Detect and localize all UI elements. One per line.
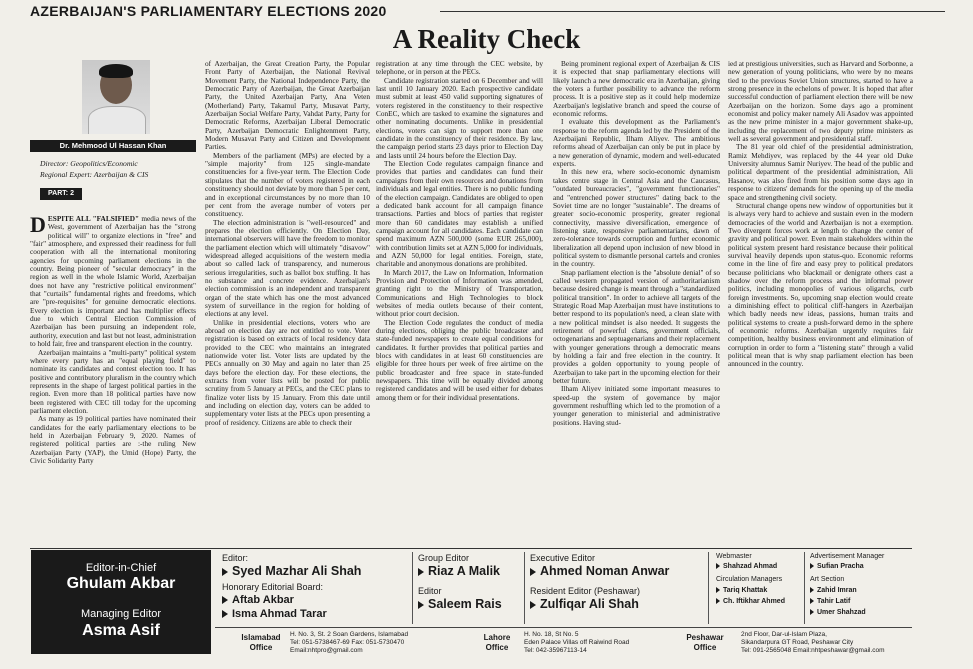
- arrow-icon: [418, 601, 424, 609]
- hon-board-label: Honorary Editorial Board:: [222, 582, 324, 592]
- office-name-line: Office: [249, 643, 273, 652]
- art-name-text: Tahir Latif: [817, 598, 851, 605]
- paragraph: As many as 19 political parties have nominated their candidates for the early parliamentary elections to be held in Azerbaijan February 9, 2020. Names of registered political parties are :-the ruling New Azerbaijan Party (YAP), the Umid (Hope) Party, the Civic Solidarity Party: [30, 414, 196, 465]
- paragraph: The election administration is "well-resourced" and prepares the election efficiently. On Election Day, international observers will have the freedom to monitor the parliament election which will ultimately "disavow" widespread alleged acquisitions of the western media about so called lack of transparency, and numerous serious irregularities, such as ballot box stuffing. It has no substance and concrete evidence. Azerbaijan's election commission is an independent and transparent organ of the state which has one the most advanced system of surveillance in the region for holding of elections at any level.: [205, 217, 370, 319]
- paragraph: The Election Code regulates the conduct of media during elections, obliging the public broadcaster and state-funded newspapers to create equal conditions for candidates. It further provides that political parties and blocs with candidates in at least 60 constituencies are eligible for three hours per week of free airtime on the public broadcaster and free space in state-funded newspapers. This time will be equally divided among registered candidates and will be used either for debates among them or for their individual presentations.: [376, 317, 543, 402]
- circulation-name-text: Ch. Iftikhar Ahmed: [723, 598, 785, 605]
- paragraph: media news of the West, government of Azerbaijan has the "strong political will" to organize elections in "free" and "fair" atmosphere, and expressed their readiness for full cooperation with all the international monitoring agencies for upcoming parliament elections in the country. Being pioneer of "secular democracy" in the region as well in the whole Islamic World, Azerbaijan does not have any "restrictive political environment" that "curtails" fundamental rights and freedoms, which are "pre-requisites" for genuine democratic elections. Every election is important and has multiplier effects due to which Central Election Commission of Azerbaijan has been pursuing an independent role, authority, execution and last but not least, administration to hold fair, free and transparent election in the country.: [30, 215, 196, 349]
- arrow-icon: [716, 598, 720, 604]
- art-label: Art Section: [810, 576, 845, 583]
- hon-board-member: [222, 594, 294, 606]
- art-name-text: Umer Shahzad: [817, 609, 866, 616]
- article-column-1: [30, 215, 196, 544]
- circulation-name: [716, 598, 785, 605]
- office-name-lahore: [477, 633, 517, 653]
- author-photo: [82, 60, 150, 134]
- office-address-line: H. No. 3, St. 2 Soan Gardens, Islamabad: [290, 631, 409, 638]
- editor-in-chief-box: [31, 550, 211, 654]
- circulation-name: [716, 587, 767, 594]
- author-name: Dr. Mehmood Ul Hassan Khan: [30, 140, 196, 152]
- footer-separator: [708, 552, 709, 624]
- office-name-peshawar: [680, 633, 730, 653]
- top-bar: [0, 0, 973, 24]
- ad-manager-name-text: Sufian Pracha: [817, 563, 864, 570]
- group-editor-name: [418, 564, 500, 578]
- office-address-peshawar: [741, 631, 911, 655]
- ad-manager-name: [810, 563, 864, 570]
- group-editor-label: Group Editor: [418, 553, 470, 563]
- arrow-icon: [716, 563, 720, 569]
- office-address-line: Tel: 042-35967113-14: [524, 647, 587, 654]
- hon-board-member: [222, 608, 327, 620]
- paragraph: I evaluate this development as the Parliament's response to the reform agenda led by the President of the Azerbaijani Republic, Ilham Aliyev. The ambitious reforms ahead of Azerbaijan can only be put in place by a new generation of dynamic, modern and well-educated experts.: [553, 117, 720, 169]
- footer-separator: [804, 552, 805, 624]
- offices-divider: [215, 627, 912, 628]
- office-address-line: Tel: 091-2565048 Email:nhtpeshawar@gmail.com: [741, 647, 885, 654]
- circulation-label: Circulation Managers: [716, 576, 783, 583]
- paragraph: The 81 year old chief of the presidential administration, Ramiz Mehdiyev, was replaced by the 44 year old Duke University alumnus Samir Nuriyev. The head of the public and political department of the presidential administration, Ali Hasanov, was also fired from his position some days ago in response to citizens' demands for the opening up of the media space and strengthening civil society.: [728, 142, 913, 202]
- paragraph: Candidate registration started on 6 December and will last until 10 January 2020. Each prospective candidate must submit at least 450 valid supporting signatures of voters registered in the constituency to their respective ConEC, which are tasked to examine the signatures and other nominating documents. Unlike in presidential elections, voters can sign to support more than one candidate in the constituency of their residence. By law, the campaign period starts 23 days prior to Election Day and lasts until 24 hours before the Election Day.: [376, 75, 543, 160]
- footer-separator: [412, 552, 413, 624]
- paragraph: of Azerbaijan, the Great Creation Party, the Popular Front Party of Azerbaijan, the National Revival Movement Party, the National Independence Party, the Democratic Party of Azerbaijan, the Great Azerbaijan Party, the United Azerbaijan Party, Ana Veten (Motherland) Party, Takamul Party, Musavat Party, Azerbaijan Social Welfare Party, Vahdat Party, Party for Democratic Reforms, Azerbaijan Liberal Democratic Party, Azerbaijan Democratic Enlightenment Party, Modern Musavat Party and Citizen and Development Parties.: [205, 60, 370, 152]
- headline: A Reality Check: [392, 24, 581, 54]
- paragraph: registration at any time through the CEC website, by telephone, or in person at the PECs.: [376, 60, 543, 77]
- office-name-line: Islamabad: [241, 633, 281, 642]
- group-editor-name-text: Riaz A Malik: [428, 564, 501, 578]
- paragraph: ied at prestigious universities, such as Harvard and Sorbonne, a new generation of young politicians, who were by no means tied to the previous Soviet Union structures, started to have a strong presence in the echelons of power. It is hoped that after successful conduction of parliament election there will be new Azerbaijan on the horizon. Some days ago a prominent economist and policy maker namely Ali Asadov was appointed as the new prime minister in a major government shake-up, including the replacement of two deputy prime ministers as well as several government and presidential staff.: [728, 60, 913, 144]
- webmaster-label: Webmaster: [716, 553, 752, 560]
- office-name-line: Office: [485, 643, 509, 652]
- author-role: [40, 158, 196, 180]
- office-address-lahore: [524, 631, 672, 655]
- arrow-icon: [810, 587, 814, 593]
- art-name: [810, 598, 850, 605]
- author-role-line2: Regional Expert: Azerbaijan & CIS: [40, 170, 149, 179]
- paragraph: Members of the parliament (MPs) are elected by a "simple majority" from 125 single-mandate constituencies for a five-year term. The Election Code stipulates that the number of voters registered in each constituency should not deviate by more than 5 per cent, and in exceptional circumstances by no more than 10 per cent from the average number of voters per constituency.: [205, 150, 370, 219]
- editor2-name-text: Saleem Rais: [428, 597, 502, 611]
- editor-name-text: Syed Mazhar Ali Shah: [232, 564, 362, 578]
- webmaster-name-text: Shahzad Ahmad: [723, 563, 778, 570]
- author-portrait-hair: [99, 64, 133, 78]
- paragraph: Ilham Aliyev initiated some important measures to speed-up the system of governance by major government reshuffling which led to the promotion of a younger generation to ministerial and administrative positions. Having stud-: [553, 384, 720, 427]
- arrow-icon: [222, 568, 228, 576]
- article-column-4: [553, 60, 720, 544]
- office-name-line: Office: [693, 643, 717, 652]
- arrow-icon: [222, 596, 228, 604]
- author-box: [30, 58, 196, 212]
- exec-editor-label: Executive Editor: [530, 553, 596, 563]
- arrow-icon: [810, 609, 814, 615]
- hon-board-member-text: Aftab Akbar: [232, 594, 294, 606]
- office-address-line: H. No. 18, St No. 5: [524, 631, 579, 638]
- me-name: Asma Asif: [82, 622, 160, 639]
- office-address-line: Email:nhtpro@gmail.com: [290, 647, 363, 654]
- paragraph: Azerbaijan maintains a "multi-party" political system where every party has an "equal playing field" to nominate its candidates and contest election too. It has positive and contributory pluralism in the country which represents in the shape of largest political parties in the region. Even more than 18 political parties have now been registered with CEC till today for the upcoming parliament election.: [30, 347, 196, 415]
- lead-caps: ESPITE ALL "FALSIFIED": [47, 215, 140, 223]
- section-title: AZERBAIJAN'S PARLIAMENTARY ELECTIONS 2020: [30, 3, 387, 19]
- editor2-label: Editor: [418, 586, 442, 596]
- eic-label: Editor-in-Chief: [85, 562, 157, 574]
- arrow-icon: [530, 568, 536, 576]
- resident-editor-name: [530, 597, 639, 611]
- paragraph: Unlike in presidential elections, voters who are abroad on election day are not entitled to vote. Voter registration is based on extracts of local residency data provided to the CEC who maintains an integrated nationwide voter list. Voter lists are updated by the PECs annually on 30 May and again no later than 25 days before the election day. For these elections, the extracts from voter lists will be posted for public scrutiny from 5 January at PECs, and the CEC plans to finalize voter lists by 15 January. From this date until and including on election day, voters can be added to supplementary voter lists at the PECs upon presenting a proof of residency. Citizens are able to check their: [205, 317, 370, 427]
- footer-separator: [524, 552, 525, 624]
- author-role-line1: Director: Geopolitics/Economic: [40, 159, 138, 168]
- hon-board-member-text: Isma Ahmad Tarar: [232, 608, 327, 620]
- webmaster-name: [716, 563, 777, 570]
- paragraph: Snap parliament election is the "absolute denial" of so called western propagated version of authoritarianism because desired change is meant through a "standardized political transition". In order to achieve all targets of the Strategic Road Map Azerbaijan must have institutions to better respond to its population's need, a clean slate with a new political mindset is also needed. It suggests the retirement of powerful clans, government officials, octogenarians and septuagenarians and their replacement with younger generations through a democratic means by holding a fair and free election in the country. It provides a golden opportunity to young people of Azerbaijan to take part in the upcoming election for their better future.: [553, 267, 720, 386]
- office-address-islamabad: [290, 631, 460, 655]
- office-address-line: 2nd Floor, Dar-ul-Islam Plaza,: [741, 631, 827, 638]
- dropcap: D: [30, 215, 46, 237]
- editor-name: [222, 564, 361, 578]
- paragraph: In March 2017, the Law on Information, Information Provision and Protection of Information was amended, granting right to the Ministry of Transportation, Communications and High Technologies to block websites of media outlets because of their content, without prior court decision.: [376, 267, 543, 319]
- office-name-islamabad: [238, 633, 284, 653]
- office-address-line: Eden Palace Villas off Raiwind Road: [524, 639, 630, 646]
- paragraph: Structural change opens new window of opportunities but it is always very hard to achieve and sustain even in the modern democracies of the world and Azerbaijan is not a exemption. Two divergent forces work at length to change the center of gravity and political power. Even main stakeholders within the political system present hard resistance because their political survival heavily depends upon status-quo. Economic reforms come in the line of fire and easy prey to political predators because politicians who blackmail or denigrate others cast a shadow over the reform process and the informal power politics, including monopolies of various oligarchs, curb foreign investments. So, upcoming snap election would create a diminishing effect to political cliff-hangers in Azerbaijan which badly needs new ideas, passions, human traits and political systems to create a push-forward demo in the sphere of economic reforms. Azerbaijan urgently requires fair competition, healthy business environment and elimination of corruption in order to form a "listening state" through a valid political mean that is why snap parliament election has been announced in the country.: [728, 200, 913, 369]
- article-column-5: [728, 60, 913, 544]
- paragraph: In this new era, where socio-economic dynamism takes centre stage in Central Asia and the Caucasus, "outdated bureaucracies", "government functionaries" and "entrenched power structures" dating back to the Soviet time are no longer "sustainable". The dreams of greater socio-economic prosperity, greater regional connectivity, massive diversification, emergence of listening state, responsive parliamentarians, dawn of zero-tolerance towards corruption and further economic liberalization all depend upon inclusion of new blood in political system to dismantle personal cartels and cronies in the country.: [553, 167, 720, 269]
- office-name-line: Peshawar: [686, 633, 724, 642]
- arrow-icon: [716, 587, 720, 593]
- eic-name: Ghulam Akbar: [66, 575, 176, 592]
- arrow-icon: [418, 568, 424, 576]
- art-name: [810, 609, 866, 616]
- me-label: Managing Editor: [80, 608, 162, 620]
- resident-editor-name-text: Zulfiqar Ali Shah: [540, 597, 639, 611]
- author-portrait-shirt: [88, 106, 146, 134]
- resident-editor-label: Resident Editor (Peshawar): [530, 586, 641, 596]
- article-column-2: [205, 60, 370, 544]
- office-address-line: Sikandarpura GT Road, Peshawar City: [741, 639, 854, 646]
- arrow-icon: [222, 610, 228, 618]
- editor2-name: [418, 597, 502, 611]
- exec-editor-name: [530, 564, 669, 578]
- editor-label: Editor:: [222, 553, 249, 563]
- paragraph: Being prominent regional expert of Azerbaijan & CIS it is expected that snap parliamentary elections will likely launch a new democratic era in Azerbaijan, giving the voters a further possibility to advance the reform process. It is a positive step as it could help modernize Azerbaijan's legislative branch and speed the course of economic reforms.: [553, 60, 720, 119]
- arrow-icon: [530, 601, 536, 609]
- art-name: [810, 587, 857, 594]
- exec-editor-name-text: Ahmed Noman Anwar: [540, 564, 670, 578]
- top-divider: [440, 11, 945, 12]
- circulation-name-text: Tariq Khattak: [723, 587, 768, 594]
- footer-divider: [30, 548, 912, 549]
- art-name-text: Zahid Imran: [817, 587, 857, 594]
- office-name-line: Lahore: [483, 633, 511, 642]
- office-address-line: Tel: 051-5738467-69 Fax: 051-5730470: [290, 639, 405, 646]
- ad-manager-label: Advertisement Manager: [810, 553, 885, 560]
- paragraph: The Election Code regulates campaign finance and provides that parties and candidates can fund their campaigns from their own resources and donations from individuals and legal entities. There is no public funding of the election campaign. Candidates are obliged to open a dedicated bank account for all campaign finance transactions. Parties and blocs of parties that register more than 60 candidates may establish a unified campaign account for all candidates. Each candidate can spend maximum AZN 500,000 (some EUR 265,000), with contribution limits set at AZN 5,000 for individuals, and AZN 50,000 for legal entities. Foreign, state, charitable and anonymous donations are prohibited.: [376, 159, 543, 269]
- part-badge: PART: 2: [40, 188, 82, 200]
- arrow-icon: [810, 598, 814, 604]
- article-column-3: [376, 60, 543, 544]
- arrow-icon: [810, 563, 814, 569]
